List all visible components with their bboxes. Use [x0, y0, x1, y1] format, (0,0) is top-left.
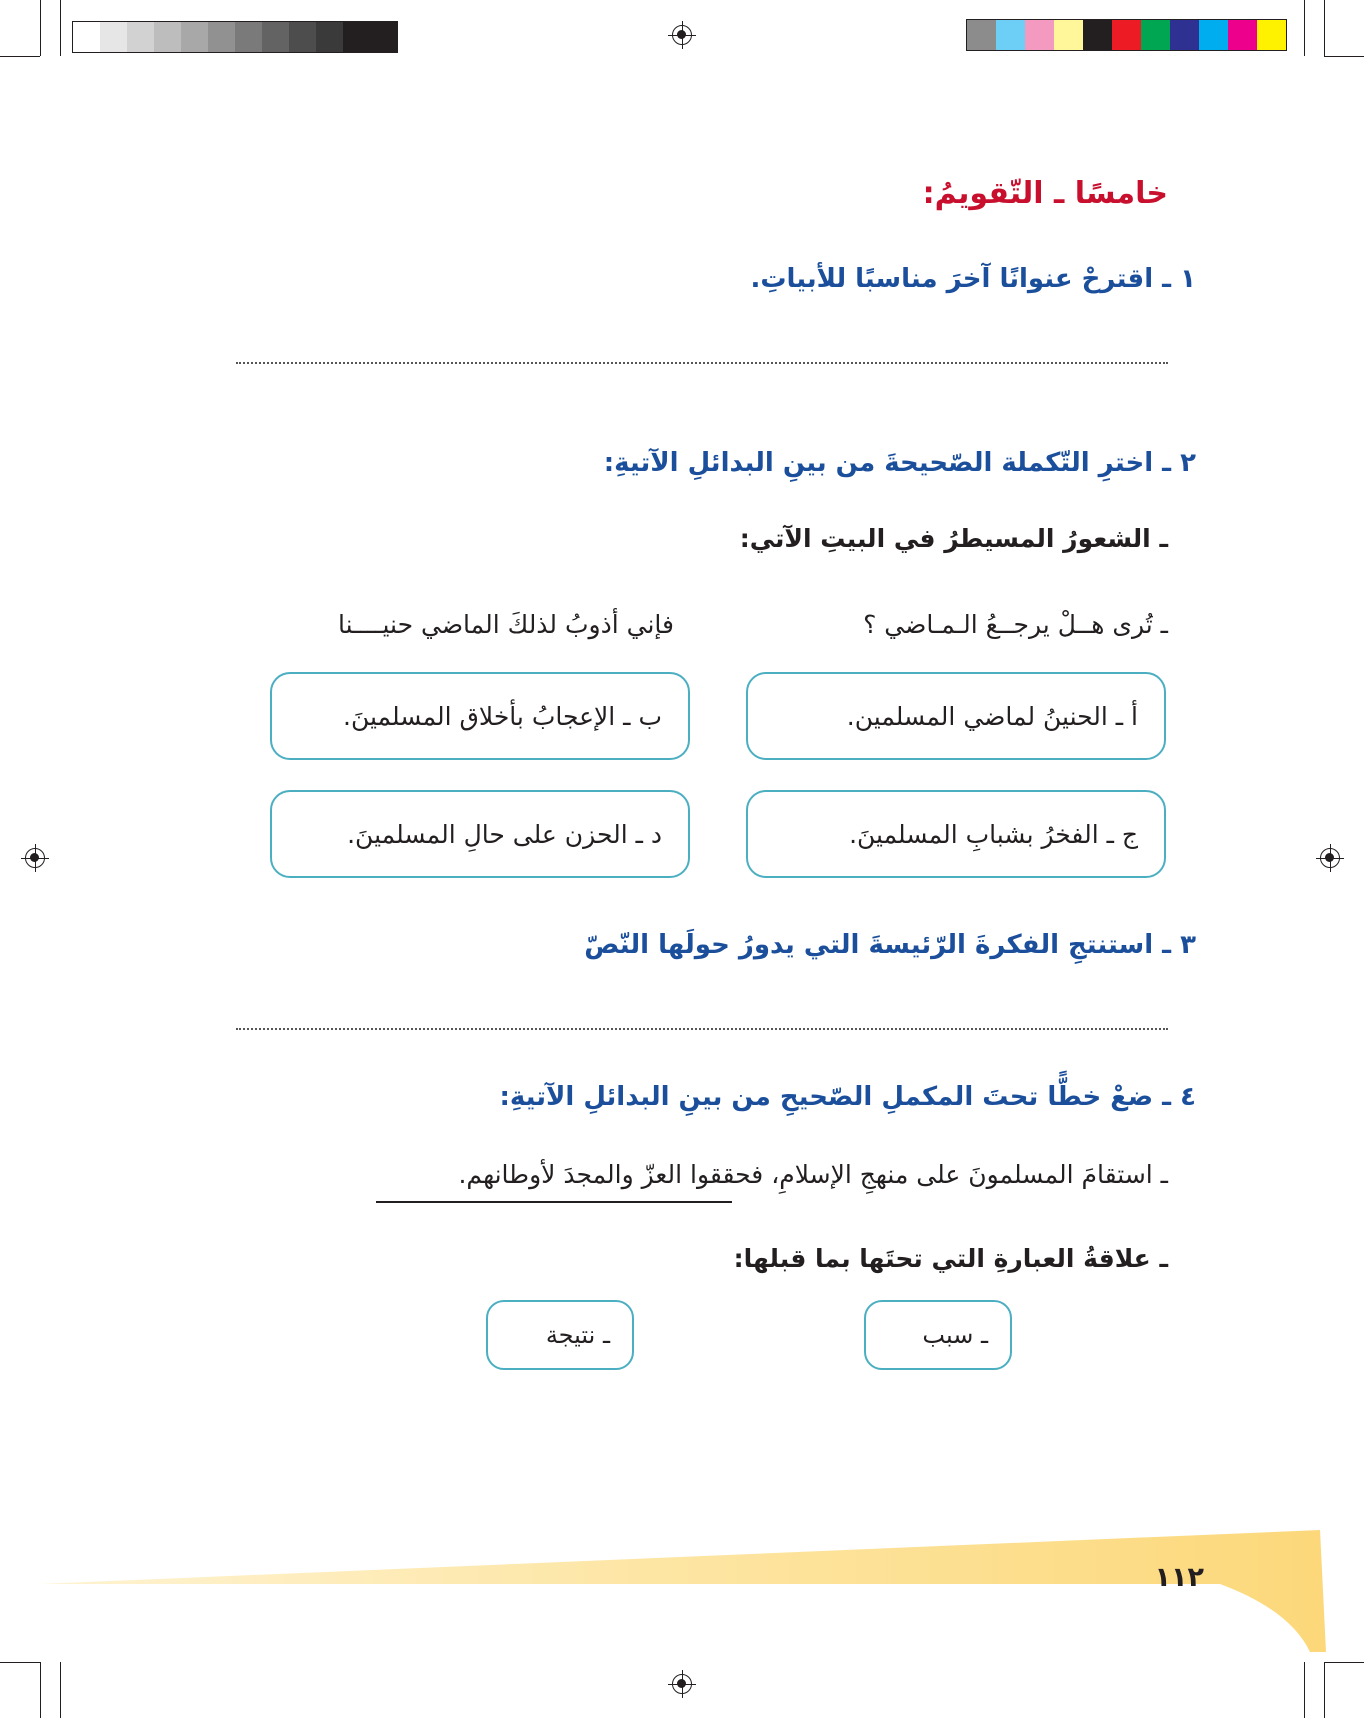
crop-mark [40, 1662, 41, 1718]
verse-first-hemistich: ـ تُرى هــلْ يرجــعُ الـمـاضي ؟ [863, 610, 1168, 639]
underline-mark [376, 1201, 732, 1203]
question-2-prompt: ـ الشعورُ المسيطرُ في البيتِ الآتي: [739, 524, 1168, 553]
option-result[interactable]: ـ نتيجة [486, 1300, 634, 1370]
page-footer-band [40, 1530, 1326, 1652]
registration-mark-icon [25, 848, 45, 868]
option-b[interactable]: ب ـ الإعجابُ بأخلاق المسلمينَ. [270, 672, 690, 760]
registration-mark-icon [672, 25, 692, 45]
option-c[interactable]: ج ـ الفخرُ بشبابِ المسلمينَ. [746, 790, 1166, 878]
question-3: ٣ ـ استنتجِ الفكرةَ الرّئيسةَ التي يدورُ حولَها النّصّ [584, 930, 1196, 960]
crop-mark [0, 56, 40, 57]
registration-mark-icon [1320, 848, 1340, 868]
answer-line-1[interactable] [236, 362, 1168, 364]
crop-mark [1304, 1662, 1305, 1718]
option-a[interactable]: أ ـ الحنينُ لماضي المسلمين. [746, 672, 1166, 760]
registration-mark-icon [672, 1674, 692, 1694]
question-1: ١ ـ اقترحْ عنوانًا آخرَ مناسبًا للأبياتِ. [750, 264, 1196, 294]
option-d[interactable]: د ـ الحزن على حالِ المسلمينَ. [270, 790, 690, 878]
option-cause[interactable]: ـ سبب [864, 1300, 1012, 1370]
crop-mark [0, 1662, 40, 1663]
color-calibration-bar [966, 19, 1287, 51]
section-title: خامسًا ـ التّقويمُ: [922, 176, 1168, 211]
crop-mark [1324, 1662, 1325, 1718]
question-4: ٤ ـ ضعْ خطًّا تحتَ المكملِ الصّحيحِ من بينِ البدائلِ الآتيةِ: [499, 1082, 1196, 1112]
grayscale-calibration-bar [72, 21, 398, 53]
question-4-prompt: ـ علاقةُ العبارةِ التي تحتَها بما قبلها: [733, 1244, 1168, 1273]
crop-mark [60, 0, 61, 56]
question-2: ٢ ـ اخترِ التّكملة الصّحيحةَ من بينِ البدائلِ الآتيةِ: [603, 448, 1196, 478]
crop-mark [1324, 56, 1364, 57]
verse-second-hemistich: فإني أذوبُ لذلكَ الماضي حنيــــنا [338, 610, 674, 639]
crop-mark [1304, 0, 1305, 56]
answer-line-3[interactable] [236, 1028, 1168, 1030]
page-number: ١١٢ [1154, 1562, 1204, 1593]
crop-mark [40, 0, 41, 56]
question-4-sentence: ـ استقامَ المسلمونَ على منهجِ الإسلامِ، فحققوا العزّ والمجدَ لأوطانهم. [458, 1160, 1168, 1189]
crop-mark [60, 1662, 61, 1718]
crop-mark [1324, 1662, 1364, 1663]
crop-mark [1324, 0, 1325, 56]
